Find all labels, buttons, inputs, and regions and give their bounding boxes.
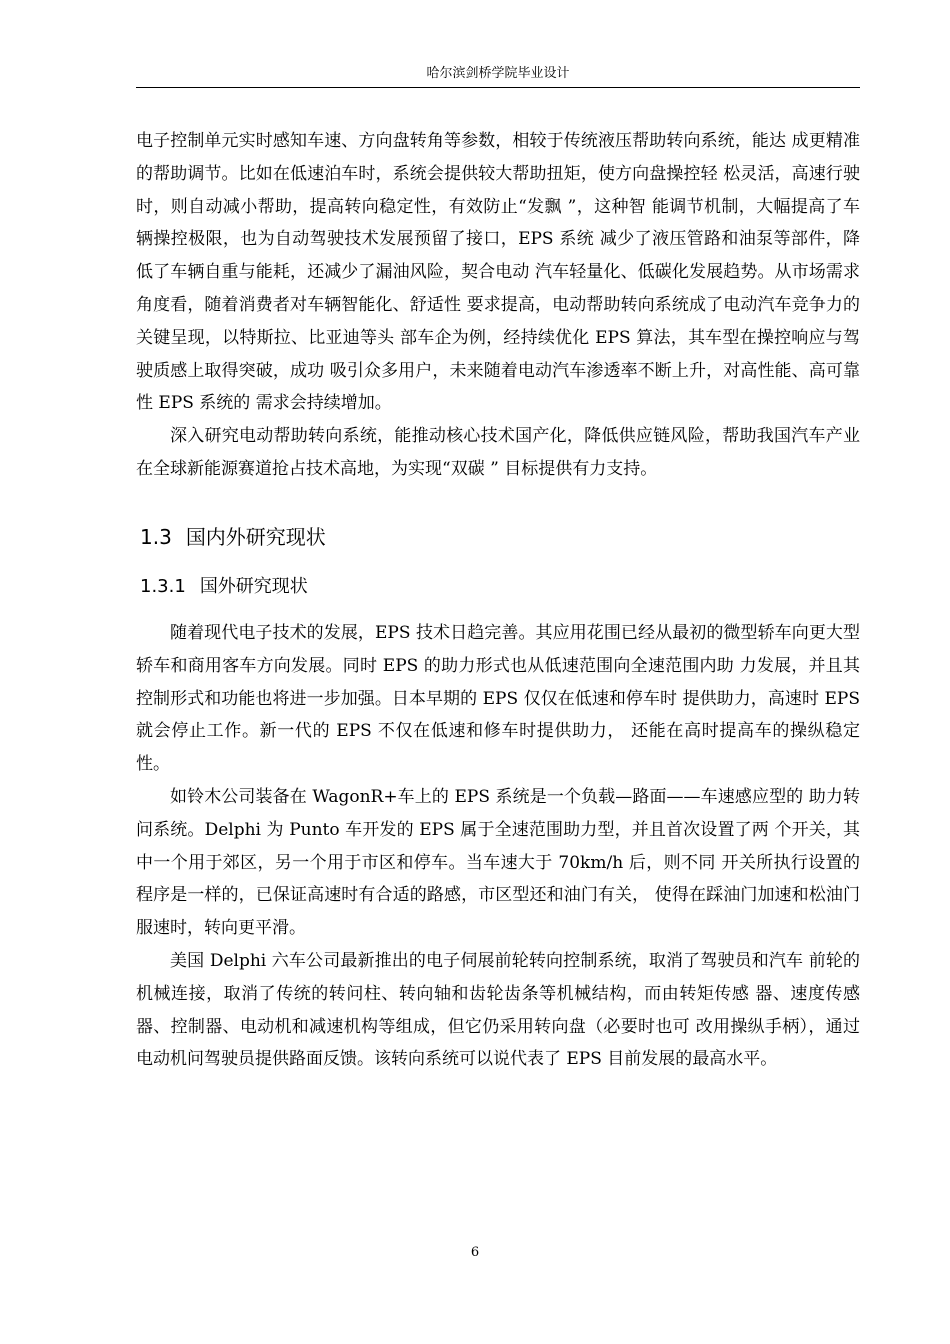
heading-1-3-1 [140, 571, 308, 603]
section-intro-text [136, 125, 860, 486]
heading-1-3 [140, 521, 326, 553]
page-header: 哈尔滨剑桥学院毕业设计 [136, 60, 860, 88]
paragraph: 如铃木公司装备在 WagonR+车上的 EPS 系统是一个负载—路面——车速感应型的 助力转问系统。Delphi 为 Punto 车开发的 EPS 属于全速范围助力型，并且首次设置了两 个开关，其中一个用于郊区，另一个用于市区和停车。当车速大于 70km/h 后，则不同 开关所执行设置的程序是一样的，已保证高速时有合适的路感，市区型还和油门有关， 使得在踩油门加速和松油门服速时，转向更平滑。 [136, 786, 860, 939]
heading-title: 国外研究现状 [199, 576, 308, 597]
paragraph: 美国 Delphi 六车公司最新推出的电子伺展前轮转向控制系统，取消了驾驶员和汽车 前轮的机械连接，取消了传统的转问柱、转向轴和齿轮齿条等机械结构，而由转矩传感 器、速度传感器、控制器、电动机和减速机构等组成，但它仍采用转向盘（必要时也可 改用操纵手柄），通过电动机问驾驶员提供路面反馈。该转向系统可以说代表了 EPS 目前发展的最高水平。 [136, 950, 860, 1070]
section-foreign-research-text [136, 617, 860, 1076]
heading-title: 国内外研究现状 [185, 525, 326, 549]
heading-number: 1.3 [140, 525, 172, 549]
heading-number: 1.3.1 [140, 576, 186, 597]
paragraph: 随着现代电子技术的发展，EPS 技术日趋完善。其应用花围已经从最初的微型轿车向更大型轿车和商用客车方向发展。同时 EPS 的助力形式也从低速范围向全速范围内助 力发展，并且其控制形式和功能也将进一步加强。日本早期的 EPS 仅仅在低速和停车时 提供助力，高速时 EPS 就会停止工作。新一代的 EPS 不仅在低速和修车时提供助力， 还能在高时提高车的操纵稳定性。 [136, 623, 860, 775]
paragraph: 深入研究电动帮助转向系统，能推动核心技术国产化，降低供应链风险，帮助我国汽车产业在全球新能源赛道抢占技术高地，为实现“双碳 ” 目标提供有力支持。 [136, 426, 860, 479]
page-number: 6 [470, 1245, 480, 1260]
paragraph: 电子控制单元实时感知车速、方向盘转角等参数，相较于传统液压帮助转向系统，能达 成更精准的帮助调节。比如在低速泊车时，系统会提供较大帮助扭矩，使方向盘操控轻 松灵活，高速行驶时，则自动减小帮助，提高转向稳定性，有效防止“发飘 ”，这种智 能调节机制，大幅提高了车辆操控极限，也为自动驾驶技术发展预留了接口，EPS 系统 减少了液压管路和油泵等部件，降低了车辆自重与能耗，还减少了漏油风险，契合电动 汽车轻量化、低碳化发展趋势。从市场需求角度看，随着消费者对车辆智能化、舒适性 要求提高，电动帮助转向系统成了电动汽车竞争力的关键呈现，以特斯拉、比亚迪等头 部车企为例，经持续优化 EPS 算法，其车型在操控响应与驾驶质感上取得突破，成功 吸引众多用户，未来随着电动汽车渗透率不断上升，对高性能、高可靠性 EPS 系统的 需求会持续增加。 [136, 131, 860, 414]
